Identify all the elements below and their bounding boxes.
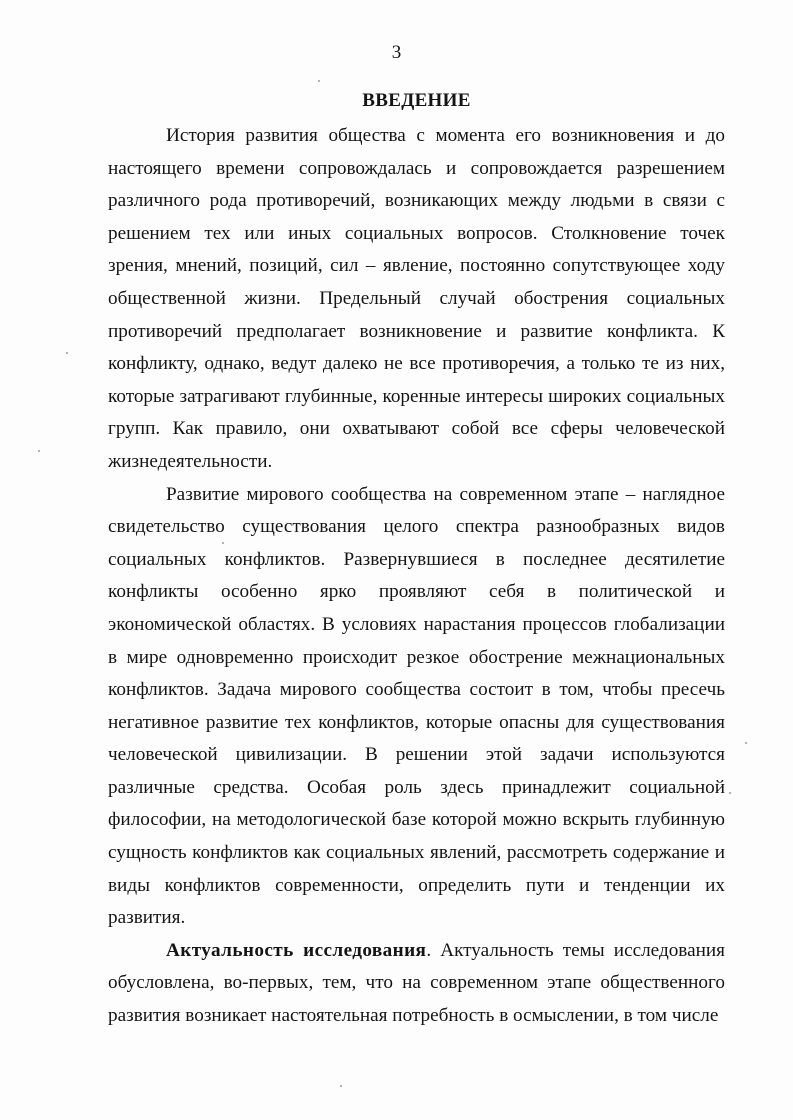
body-text: [108, 120, 725, 1033]
scan-speck: [38, 450, 40, 452]
paragraph-history: История развития общества с момента его возникновения и до настоящего времени сопровождалась и сопровождается разрешением различного рода противоречий, возникающих между людьми в связи с решением тех или иных социальных вопросов. Столкновение точек зрения, мнений, позиций, сил – явление, постоянно сопутствующее ходу общественной жизни. Предельный случай обострения социальных противоречий предполагает возникновение и развитие конфликта. К конфликту, однако, ведут далеко не все противоречия, а только те из них, которые затрагивают глубинные, коренные интересы широких социальных групп. Как правило, они охватывают собой все сферы человеческой жизнедеятельности.: [108, 125, 725, 472]
scan-speck: [222, 542, 224, 544]
scan-speck: [745, 742, 747, 744]
paragraph-world-community: Развитие мирового сообщества на современном этапе – наглядное свидетельство существования целого спектра разнообразных видов социальных конфликтов. Развернувшиеся в последнее десятилетие конфликты особенно ярко проявляют себя в политической и экономической областях. В условиях нарастания процессов глобализации в мире одновременно происходит резкое обострение межнациональных конфликтов. Задача мирового сообщества состоит в том, чтобы пресечь негативное развитие тех конфликтов, которые опасны для существования человеческой цивилизации. В решении этой задачи используются различные средства. Особая роль здесь принадлежит социальной философии, на методологической базе которой можно вскрыть глубинную сущность конфликтов как социальных явлений, рассмотреть содержание и виды конфликтов современности, определить пути и тенденции их развития.: [108, 483, 725, 929]
scan-speck: [340, 1085, 342, 1087]
section-heading: ВВЕДЕНИЕ: [362, 90, 471, 111]
paragraph-relevance: [108, 935, 725, 1033]
relevance-text: . Актуальность темы исследования обусловлена, во-первых, тем, что на современном этапе общественного развития возникает настоятельная потребность в осмыслении, в том числе: [108, 939, 725, 1027]
relevance-term: Актуальность исследования: [166, 939, 427, 961]
scan-speck: [66, 352, 68, 354]
page-number: 3: [391, 42, 402, 63]
scan-speck: [729, 792, 731, 794]
scan-speck: [318, 80, 320, 82]
